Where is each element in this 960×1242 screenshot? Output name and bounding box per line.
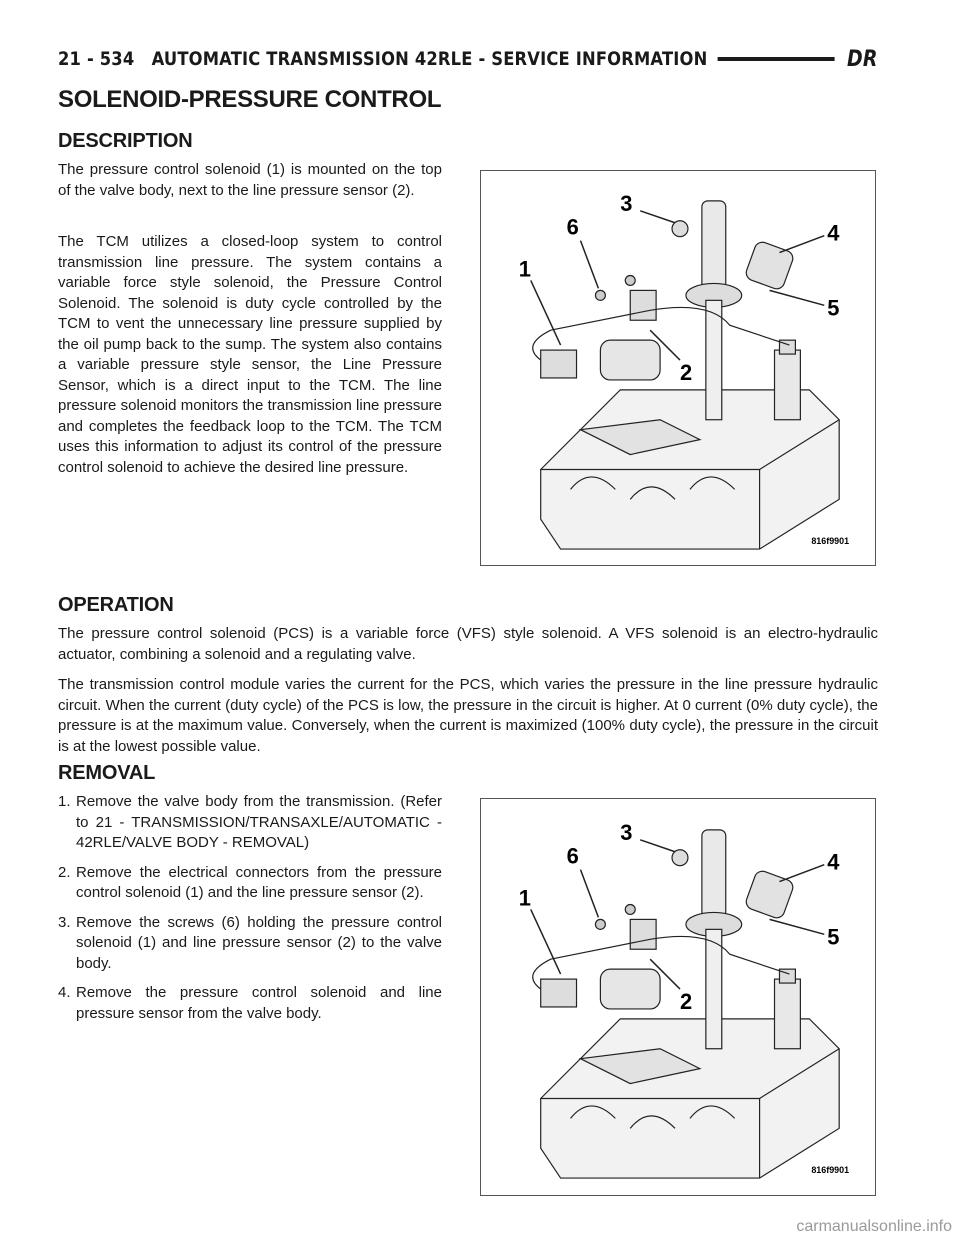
header-rule: [718, 57, 835, 61]
callout-4: 4: [827, 849, 840, 875]
removal-steps: [58, 792, 442, 1033]
removal-step-3: 3. Remove the screws (6) holding the pressure control solenoid (1) and line pressure sensor (2) to the valve body.: [58, 913, 442, 972]
removal-step-1: 1. Remove the valve body from the transmission. (Refer to 21 - TRANSMISSION/TRANSAXLE/AUTOMATIC - 42RLE/VALVE BODY - REMOVAL): [58, 793, 442, 851]
figure-id: 816f9901: [811, 536, 850, 547]
removal-heading: REMOVAL: [58, 762, 156, 784]
description-heading: DESCRIPTION: [58, 130, 193, 152]
description-paragraph-2: The TCM utilizes a closed-loop system to control transmission line pressure. The system contains a variable force style solenoid, the Pressure Control Solenoid. The solenoid is duty cycle controlled by the TCM to vent the unnecessary line pressure supplied by the oil pump back to the sump. The system also contains a variable pressure style sensor, the Line Pressure Sensor, which is a direct input to the TCM. The line pressure solenoid monitors the transmission line pressure and completes the feedback loop to the TCM. The TCM uses this information to adjust its control of the pressure control solenoid to achieve the desired line pressure.: [58, 233, 442, 476]
figure-id: 816f9901: [811, 1165, 850, 1176]
page-header: [58, 44, 878, 74]
callout-2: 2: [679, 988, 693, 1014]
callout-6: 6: [566, 843, 579, 869]
callout-6: 6: [566, 214, 579, 240]
figure-pressure-control-solenoid-1: [480, 170, 876, 566]
callout-3: 3: [620, 819, 633, 845]
valve-body-illustration: [481, 171, 875, 565]
callout-4: 4: [827, 220, 840, 246]
description-paragraph-1: The pressure control solenoid (1) is mounted on the top of the valve body, next to the line pressure sensor (2).: [58, 161, 442, 199]
callout-5: 5: [827, 295, 840, 321]
callout-1: 1: [518, 256, 531, 282]
page-title: SOLENOID-PRESSURE CONTROL: [58, 86, 442, 113]
watermark: carmanualsonline.info: [796, 1218, 952, 1235]
figure-pressure-control-solenoid-2: [480, 798, 876, 1196]
callout-5: 5: [827, 924, 840, 950]
operation-paragraph-2: The transmission control module varies the current for the PCS, which varies the pressure in the line pressure hydraulic circuit. When the current (duty cycle) of the PCS is low, the pressure in the circuit is higher. At 0 current (0% duty cycle), the pressure is at the maximum value. Conversely, when the current is maximized (100% duty cycle), the pressure in the circuit is at the lowest possible value.: [58, 676, 878, 755]
removal-step-4: 4. Remove the pressure control solenoid and line pressure sensor from the valve body.: [58, 984, 442, 1022]
removal-step-2: 2. Remove the electrical connectors from the pressure control solenoid (1) and the line pressure sensor (2).: [58, 863, 442, 901]
section-title: AUTOMATIC TRANSMISSION 42RLE - SERVICE INFORMATION: [151, 48, 708, 70]
callout-2: 2: [679, 359, 693, 385]
operation-paragraph-1: The pressure control solenoid (PCS) is a variable force (VFS) style solenoid. A VFS solenoid is an electro-hydraulic actuator, combining a solenoid and a regulating valve.: [58, 625, 878, 663]
page-number: 21 - 534: [58, 48, 135, 70]
valve-body-illustration-2: [481, 799, 875, 1195]
callout-1: 1: [518, 885, 531, 911]
model-code: DR: [846, 46, 878, 72]
operation-heading: OPERATION: [58, 594, 174, 616]
callout-3: 3: [620, 190, 633, 216]
